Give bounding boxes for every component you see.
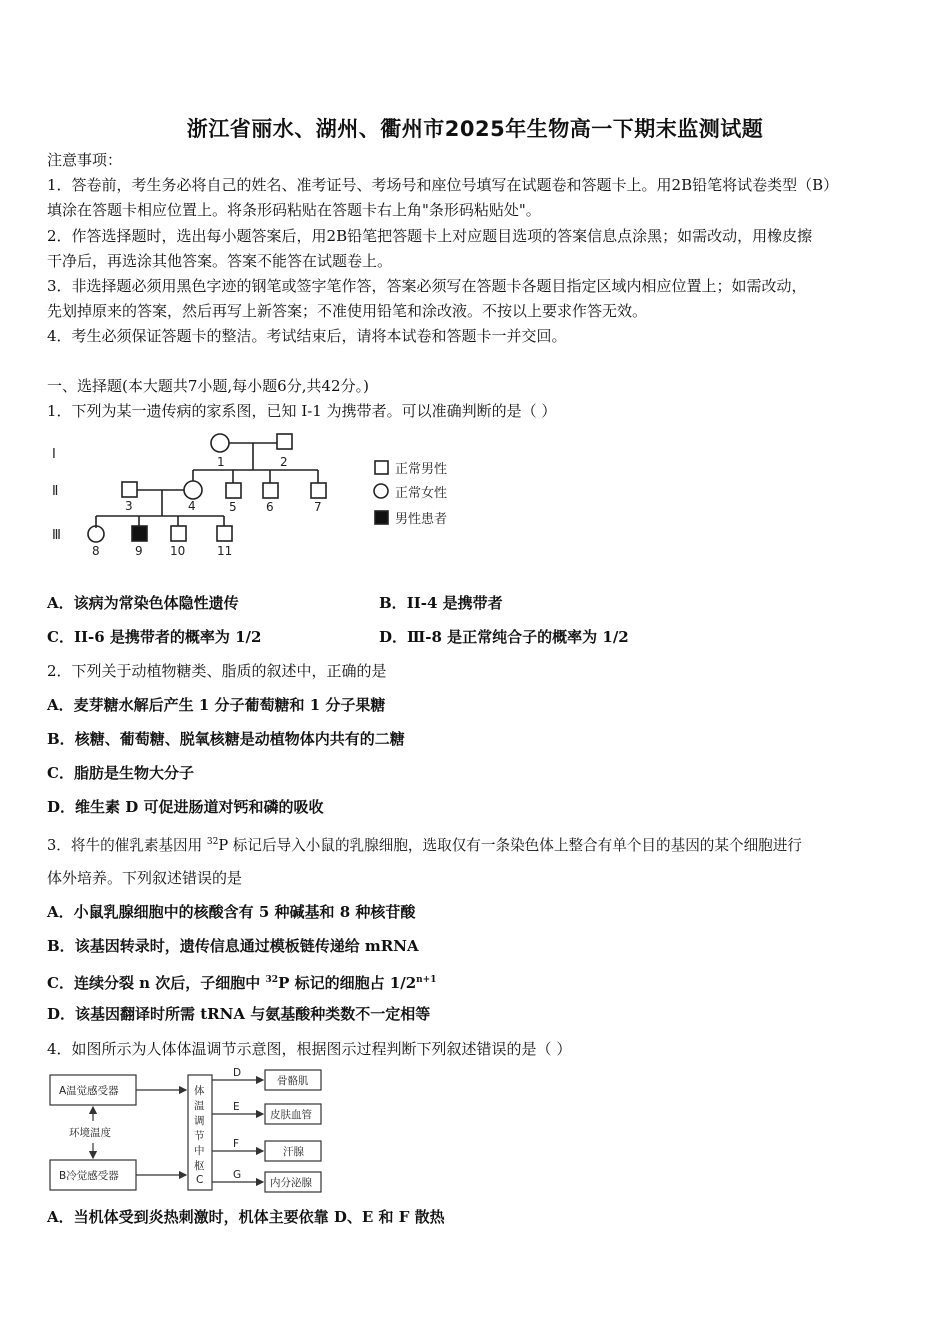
notice-heading: 注意事项： bbox=[47, 151, 123, 169]
option-key: D． bbox=[379, 628, 408, 646]
question-3-stem bbox=[47, 832, 802, 856]
superscript: n+1 bbox=[416, 975, 437, 985]
pedigree-chart bbox=[44, 428, 464, 568]
option-key: D． bbox=[47, 798, 76, 816]
option-key: A． bbox=[47, 903, 74, 921]
option-text: 该基因转录时，遗传信息通过模板链传递给 mRNA bbox=[74, 937, 419, 955]
center-char: 节 bbox=[194, 1130, 205, 1142]
center-char: C bbox=[196, 1174, 204, 1186]
notice-line: 填涂在答题卡相应位置上。将条形码粘贴在答题卡右上角"条形码粘贴处"。 bbox=[47, 201, 541, 219]
cold-receptor-label: B冷觉感受器 bbox=[59, 1170, 119, 1182]
pedigree-male-2 bbox=[277, 434, 292, 449]
q2-option-a bbox=[47, 695, 385, 715]
option-text: 脂肪是生物大分子 bbox=[73, 764, 194, 782]
option-text: 该基因翻译时所需 tRNA 与氨基酸种类数不一定相等 bbox=[75, 1005, 431, 1023]
option-text: 该病为常染色体隐性遗传 bbox=[73, 594, 239, 612]
q1-option-d bbox=[379, 627, 629, 647]
q2-option-d bbox=[47, 797, 323, 817]
legend-label: 正常男性 bbox=[395, 462, 448, 477]
question-2-stem: 2．下列关于动植物糖类、脂质的叙述中，正确的是 bbox=[47, 662, 387, 680]
pedigree-male-3 bbox=[122, 482, 137, 497]
id-label: 4 bbox=[188, 499, 196, 513]
q3-option-a bbox=[47, 902, 415, 922]
id-label: 5 bbox=[229, 500, 237, 514]
pedigree-female-4 bbox=[184, 481, 202, 499]
path-letter: F bbox=[233, 1138, 240, 1150]
pedigree-male-5 bbox=[226, 483, 241, 498]
id-label: 1 bbox=[217, 455, 225, 469]
option-text: 当机体受到炎热刺激时，机体主要依靠 D、E 和 F 散热 bbox=[73, 1208, 445, 1226]
id-label: 2 bbox=[280, 455, 288, 469]
section-heading: 一、选择题(本大题共7小题,每小题6分,共42分。) bbox=[47, 377, 369, 395]
legend-male-symbol bbox=[375, 461, 388, 474]
option-text: 核糖、葡萄糖、脱氧核糖是动植物体内共有的二糖 bbox=[74, 730, 405, 748]
pedigree-male-11 bbox=[217, 526, 232, 541]
id-label: 11 bbox=[217, 544, 233, 558]
notice-line: 2．作答选择题时，选出每小题答案后，用2B铅笔把答题卡上对应题目选项的答案信息点涂黑；如需改动，用橡皮擦 bbox=[47, 227, 813, 245]
legend-affected-symbol bbox=[375, 511, 388, 524]
target-label: 内分泌腺 bbox=[270, 1177, 312, 1189]
legend-female-symbol bbox=[374, 484, 388, 498]
option-key: A． bbox=[47, 594, 74, 612]
legend-label: 正常女性 bbox=[395, 486, 448, 501]
pedigree-male-10 bbox=[171, 526, 186, 541]
option-key: A． bbox=[47, 1208, 74, 1226]
gen-label-1: Ⅰ bbox=[52, 447, 56, 462]
pedigree-male-6 bbox=[263, 483, 278, 498]
stem-text: P 标记后导入小鼠的乳腺细胞，选取仅有一条染色体上整合有单个目的基因的某个细胞进行 bbox=[218, 837, 802, 854]
thermoregulation-diagram bbox=[47, 1066, 332, 1198]
stem-text: 3．将牛的催乳素基因用 bbox=[47, 837, 207, 854]
option-text: 麦芽糖水解后产生 1 分子葡萄糖和 1 分子果糖 bbox=[73, 696, 386, 714]
id-label: 7 bbox=[314, 500, 322, 514]
path-letter: G bbox=[233, 1169, 242, 1181]
center-char: 枢 bbox=[194, 1160, 205, 1172]
question-3-stem-line2: 体外培养。下列叙述错误的是 bbox=[47, 869, 243, 887]
id-label: 10 bbox=[170, 544, 186, 558]
environment-temperature-label: 环境温度 bbox=[69, 1127, 111, 1139]
q3-option-c bbox=[47, 970, 437, 993]
question-4-stem: 4．如图所示为人体体温调节示意图，根据图示过程判断下列叙述错误的是（ ） bbox=[47, 1040, 572, 1058]
option-text: 连续分裂 n 次后，子细胞中 bbox=[73, 974, 266, 992]
option-text: 小鼠乳腺细胞中的核酸含有 5 种碱基和 8 种核苷酸 bbox=[73, 903, 416, 921]
legend-label: 男性患者 bbox=[395, 512, 448, 527]
id-label: 8 bbox=[92, 544, 100, 558]
q1-option-a bbox=[47, 593, 239, 613]
option-key: B． bbox=[379, 594, 407, 612]
pedigree-female-1 bbox=[211, 434, 229, 452]
q3-option-b bbox=[47, 936, 419, 956]
q4-option-a bbox=[47, 1207, 445, 1227]
target-label: 皮肤血管 bbox=[270, 1109, 312, 1121]
center-char: 温 bbox=[194, 1100, 205, 1112]
option-text: Ⅲ-8 是正常纯合子的概率为 1/2 bbox=[407, 628, 629, 646]
id-label: 6 bbox=[266, 500, 274, 514]
option-text: II-6 是携带者的概率为 1/2 bbox=[73, 628, 262, 646]
option-key: B． bbox=[47, 937, 75, 955]
center-char: 体 bbox=[194, 1085, 205, 1097]
option-text: 维生素 D 可促进肠道对钙和磷的吸收 bbox=[75, 798, 324, 816]
q3-option-d bbox=[47, 1004, 430, 1024]
question-1-stem: 1．下列为某一遗传病的家系图，已知 I-1 为携带者。可以准确判断的是（ ） bbox=[47, 402, 557, 420]
q1-option-c bbox=[47, 627, 261, 647]
notice-line: 3．非选择题必须用黑色字迹的钢笔或签字笔作答，答案必须写在答题卡各题目指定区域内相应位置上；如需改动， bbox=[47, 277, 807, 295]
path-letter: E bbox=[233, 1101, 240, 1113]
gen-label-2: Ⅱ bbox=[52, 484, 59, 499]
id-label: 9 bbox=[135, 544, 143, 558]
pedigree-male-7 bbox=[311, 483, 326, 498]
target-label: 汗腺 bbox=[283, 1146, 304, 1158]
notice-line: 4．考生必须保证答题卡的整洁。考试结束后，请将本试卷和答题卡一并交回。 bbox=[47, 327, 567, 345]
pedigree-affected-male-9 bbox=[132, 526, 147, 541]
option-key: B． bbox=[47, 730, 75, 748]
notice-line: 1．答卷前，考生务必将自己的姓名、准考证号、考场号和座位号填写在试题卷和答题卡上。用2B铅笔将试卷类型（B） bbox=[47, 176, 839, 194]
gen-label-3: Ⅲ bbox=[52, 528, 61, 543]
option-key: C． bbox=[47, 764, 74, 782]
center-char: 中 bbox=[194, 1145, 205, 1157]
q2-option-b bbox=[47, 729, 405, 749]
target-label: 骨骼肌 bbox=[277, 1075, 309, 1087]
q1-option-b bbox=[379, 593, 503, 613]
warm-receptor-label: A温觉感受器 bbox=[59, 1085, 119, 1097]
notice-line: 干净后，再选涂其他答案。答案不能答在试题卷上。 bbox=[47, 252, 393, 270]
center-char: 调 bbox=[194, 1115, 205, 1127]
path-letter: D bbox=[233, 1067, 242, 1079]
option-text: II-4 是携带者 bbox=[406, 594, 503, 612]
option-key: D． bbox=[47, 1005, 76, 1023]
notice-line: 先划掉原来的答案，然后再写上新答案；不准使用铅笔和涂改液。不按以上要求作答无效。 bbox=[47, 302, 648, 320]
option-key: A． bbox=[47, 696, 74, 714]
id-label: 3 bbox=[125, 499, 133, 513]
pedigree-female-8 bbox=[88, 526, 104, 542]
superscript: 32 bbox=[265, 975, 279, 985]
option-key: C． bbox=[47, 974, 74, 992]
option-text: P 标记的细胞占 1/2 bbox=[278, 974, 417, 992]
superscript: 32 bbox=[206, 837, 219, 847]
option-key: C． bbox=[47, 628, 74, 646]
q2-option-c bbox=[47, 763, 194, 783]
page-title: 浙江省丽水、湖州、衢州市2025年生物高一下期末监测试题 bbox=[186, 117, 764, 141]
